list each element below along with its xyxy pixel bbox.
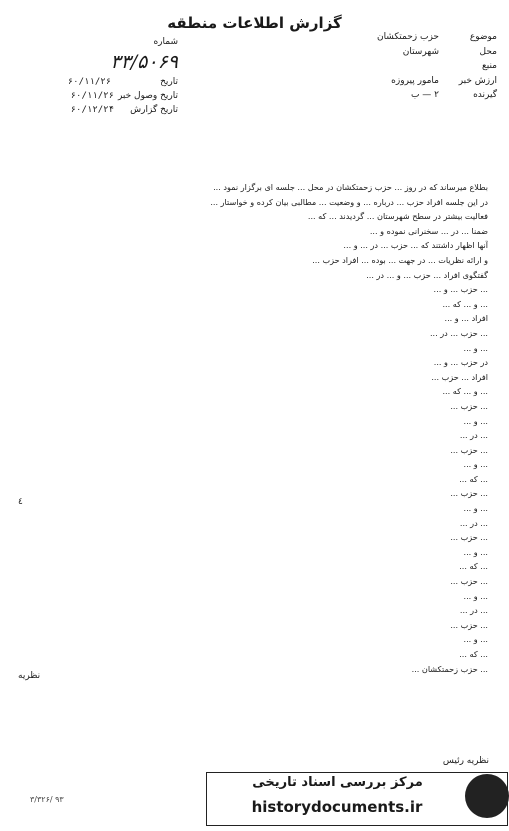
- body-line: ... که ...: [459, 649, 488, 659]
- body-line: و ارائه نظریات ... در جهت ... بوده ... افراد حزب ...: [312, 254, 488, 265]
- body-line: ... حزب ...: [450, 488, 488, 499]
- number-label: شماره: [153, 37, 178, 47]
- document-title: گزارش اطلاعات منطقه: [167, 14, 342, 32]
- header-field-label: ارزش خبر: [458, 75, 497, 86]
- body-line: ... و ... که ...: [442, 298, 488, 309]
- body-line: ... و ...: [463, 590, 488, 601]
- date-row-value: ۶۰/۱۲/۲۴: [70, 105, 114, 115]
- date-row: [28, 75, 178, 89]
- number-row: [28, 35, 178, 49]
- body-line: ... حزب ...: [450, 576, 488, 587]
- date-rows: [28, 89, 178, 117]
- header-field-row: [222, 30, 497, 45]
- side-note: نظریه: [18, 671, 41, 681]
- body-line: ... و ...: [463, 415, 488, 426]
- header-field-label: گیرنده: [473, 90, 497, 100]
- date-row: [28, 103, 178, 117]
- header-field-row: [222, 45, 497, 60]
- body-line: بطلاع میرساند که در روز ... حزب زحمتکشان در محل ... جلسه ای برگزار نمود ...: [213, 182, 488, 192]
- header-field-value: شهرستان: [402, 46, 439, 57]
- margin-mark: ٤: [18, 497, 23, 507]
- body-line: افراد ... حزب ...: [431, 371, 488, 382]
- reference-block: [28, 35, 178, 117]
- body-line: آنها اظهار داشتند که ... حزب ... در ... و ...: [343, 240, 488, 251]
- report-body: [18, 180, 488, 676]
- body-line: ... که ...: [459, 473, 488, 484]
- header-field-value: حزب زحمتکشان: [376, 32, 439, 42]
- header-field-row: [222, 74, 497, 89]
- body-line: ... و ...: [463, 342, 488, 353]
- body-line: ... و ...: [463, 503, 488, 514]
- body-line: ... حزب ...: [450, 444, 488, 455]
- header-field-value: مامور پیروزه: [391, 75, 439, 86]
- body-line: ... حزب ... در ...: [429, 327, 488, 338]
- archive-code: ۳/۳۲۶/ ۹۳: [30, 795, 64, 804]
- body-line: ... حزب ...: [450, 532, 488, 543]
- body-line: ... حزب ...: [450, 619, 488, 630]
- reference-number: ۳۳/۵۰۶۹: [110, 51, 178, 73]
- body-line: در این جلسه افراد حزب ... درباره ... و وضعیت ... مطالبی بیان کرده و خواستار ...: [210, 196, 488, 207]
- date-label: تاریخ: [160, 77, 178, 87]
- header-fields: [222, 30, 497, 103]
- body-line: فعالیت بیشتر در سطح شهرستان ... گردیدند ... که ...: [307, 211, 488, 222]
- date-value: ۶۰/۱۱/۲۶: [67, 77, 112, 87]
- body-line: ... در ...: [459, 605, 488, 616]
- stamp-title: مرکز بررسی اسناد تاریخی: [252, 775, 423, 790]
- body-line: افراد ... و ...: [444, 313, 488, 324]
- body-line: ... و ...: [463, 634, 488, 645]
- body-line: ... که ...: [459, 561, 488, 572]
- body-line: ... حزب ...: [450, 400, 488, 411]
- header-field-row: [222, 88, 497, 103]
- header-field-label: محل: [479, 46, 497, 57]
- body-line: ... در ...: [459, 517, 488, 528]
- date-row-label: تاریخ وصول خبر: [117, 91, 178, 101]
- archive-logo-icon: [465, 774, 509, 818]
- body-line: گفتگوی افراد ... حزب ... و ... در ...: [366, 269, 488, 280]
- header-field-row: [222, 59, 497, 74]
- archive-stamp: [206, 772, 508, 826]
- date-row-label: تاریخ گزارش: [130, 105, 178, 115]
- body-line: ... حزب زحمتکشان ...: [411, 663, 488, 674]
- body-line: در حزب ... و ...: [433, 357, 488, 368]
- body-line: ... و ... که ...: [442, 386, 488, 397]
- body-line: ضمنا ... در ... سخنرانی نموده و ...: [369, 225, 488, 236]
- date-row-value: ۶۰/۱۱/۲۶: [70, 91, 114, 101]
- header-field-label: منبع: [481, 61, 497, 71]
- body-line: ... و ...: [463, 546, 488, 557]
- body-line: ... حزب ... و ...: [433, 284, 488, 295]
- stamp-url: historydocuments.ir: [251, 798, 423, 816]
- header-field-value: ۲ — ب: [410, 90, 439, 100]
- date-row: [28, 89, 178, 103]
- signature-label: نظریه رئیس: [442, 756, 489, 766]
- header-field-label: موضوع: [469, 32, 497, 42]
- body-line: ... و ...: [463, 459, 488, 470]
- body-line: ... در ...: [459, 430, 488, 441]
